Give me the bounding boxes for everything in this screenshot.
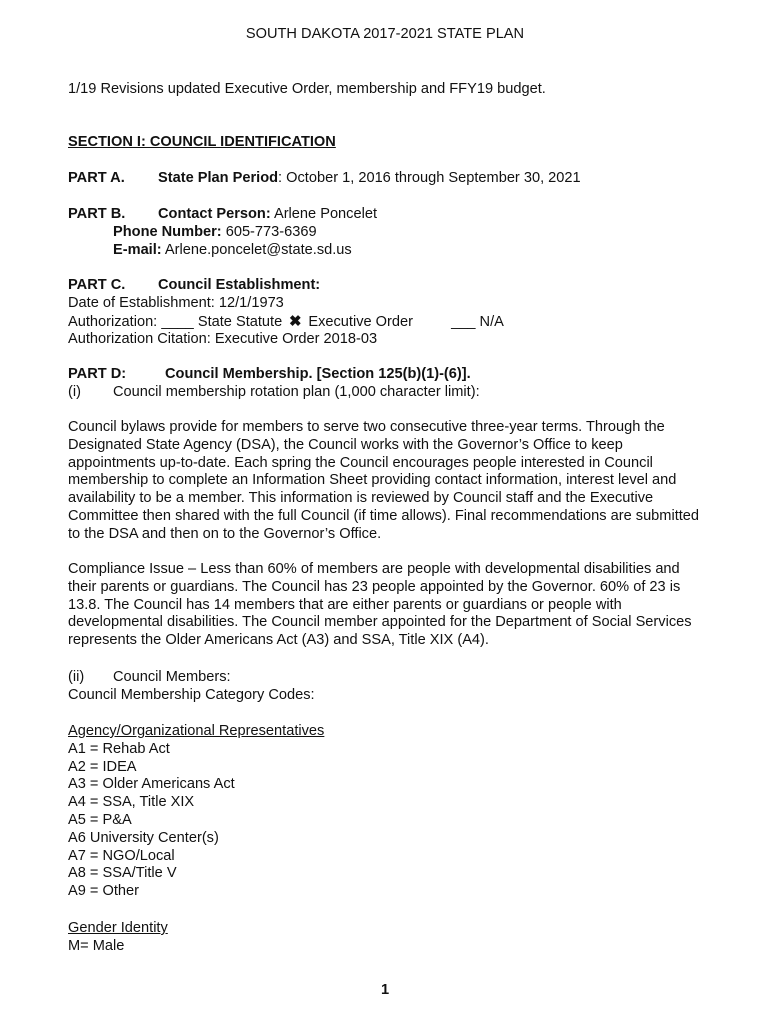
- authorization-blank-2: ___: [451, 313, 476, 330]
- agency-codes: [68, 723, 324, 901]
- compliance-paragraph: Compliance Issue – Less than 60% of members are people with developmental disabilities and their parents or guardians. The Council has 23 people appointed by the Governor. 60% of 23 is 13.8. The Council has 14 members that are either parents or guardians or people with developmental disabilities. The Council member appointed for the Department of Social Services represents the Older Americans Act (A3) and SSA, Title XIX (A4).: [68, 561, 692, 649]
- phone-value: 605-773-6369: [221, 223, 317, 240]
- list-item: A1 = Rehab Act: [68, 740, 170, 757]
- part-d-heading: Council Membership. [Section 125(b)(1)-(6)].: [165, 366, 471, 382]
- x-mark-icon: ✖: [289, 312, 302, 330]
- authorization-option-na: N/A: [479, 313, 504, 330]
- page-header: SOUTH DAKOTA 2017-2021 STATE PLAN: [245, 26, 525, 42]
- part-a-label: PART A.: [68, 170, 125, 186]
- part-d-label: PART D:: [68, 366, 127, 382]
- part-c: [68, 277, 504, 349]
- item-i-marker: (i): [68, 383, 81, 400]
- list-item: A7 = NGO/Local: [68, 847, 175, 864]
- part-a-value: : October 1, 2016 through September 30, 2021: [278, 170, 581, 186]
- agency-codes-title: Agency/Organizational Representatives: [68, 723, 325, 739]
- authorization-line: [68, 313, 504, 332]
- authorization-blank-1: ____: [161, 313, 194, 330]
- phone-label: Phone Number:: [113, 223, 222, 240]
- item-ii-text: Council Members:: [113, 669, 231, 685]
- establishment-date: Date of Establishment: 12/1/1973: [68, 294, 284, 311]
- section-title: SECTION I: COUNCIL IDENTIFICATION: [68, 134, 336, 150]
- list-item: A8 = SSA/Title V: [68, 865, 177, 882]
- part-d: [68, 366, 480, 402]
- council-members-block: [68, 669, 315, 705]
- list-item: A3 = Older Americans Act: [68, 776, 235, 793]
- part-b-label: PART B.: [68, 206, 126, 222]
- item-ii-marker: (ii): [68, 669, 85, 685]
- gender-codes: [68, 920, 168, 956]
- authorization-option-state-statute: State Statute: [197, 313, 283, 330]
- list-item: M= Male: [68, 937, 125, 954]
- email-label: E-mail:: [113, 241, 162, 258]
- part-b: [68, 206, 377, 259]
- part-c-label: PART C.: [68, 277, 126, 293]
- contact-value: Arlene Poncelet: [270, 206, 378, 222]
- part-a-heading: State Plan Period: [158, 170, 279, 186]
- list-item: A4 = SSA, Title XIX: [68, 794, 195, 811]
- email-value: Arlene.poncelet@state.sd.us: [161, 241, 352, 258]
- authorization-option-executive-order: Executive Order: [308, 313, 413, 330]
- authorization-citation: Authorization Citation: Executive Order 2018-03: [68, 331, 378, 348]
- gender-codes-title: Gender Identity: [68, 920, 168, 936]
- list-item: A2 = IDEA: [68, 758, 137, 775]
- item-i-text: Council membership rotation plan (1,000 character limit):: [113, 383, 480, 400]
- list-item: A9 = Other: [68, 883, 139, 900]
- part-c-heading: Council Establishment:: [158, 277, 321, 293]
- part-a: [68, 170, 581, 188]
- revision-note: 1/19 Revisions updated Executive Order, membership and FFY19 budget.: [68, 81, 546, 97]
- category-codes-title: Council Membership Category Codes:: [68, 686, 315, 703]
- contact-label: Contact Person:: [158, 206, 271, 222]
- list-item: A6 University Center(s): [68, 829, 219, 846]
- page-number: 1: [380, 982, 390, 998]
- list-item: A5 = P&A: [68, 811, 132, 828]
- authorization-label: Authorization:: [68, 313, 158, 330]
- rotation-plan-paragraph: Council bylaws provide for members to serve two consecutive three-year terms. Through the Designated State Agency (DSA), the Council works with the Governor’s Office to keep appointments up-to-date. Each spring the Council encourages people interested in Council membership to complete an Information Sheet providing contact information, interest level and availability to be a member. This information is reviewed by Council staff and the Executive Committee then shared with the full Council (if time allows). Final recommendations are submitted to the DSA and then on to the Governor’s Office.: [68, 419, 700, 542]
